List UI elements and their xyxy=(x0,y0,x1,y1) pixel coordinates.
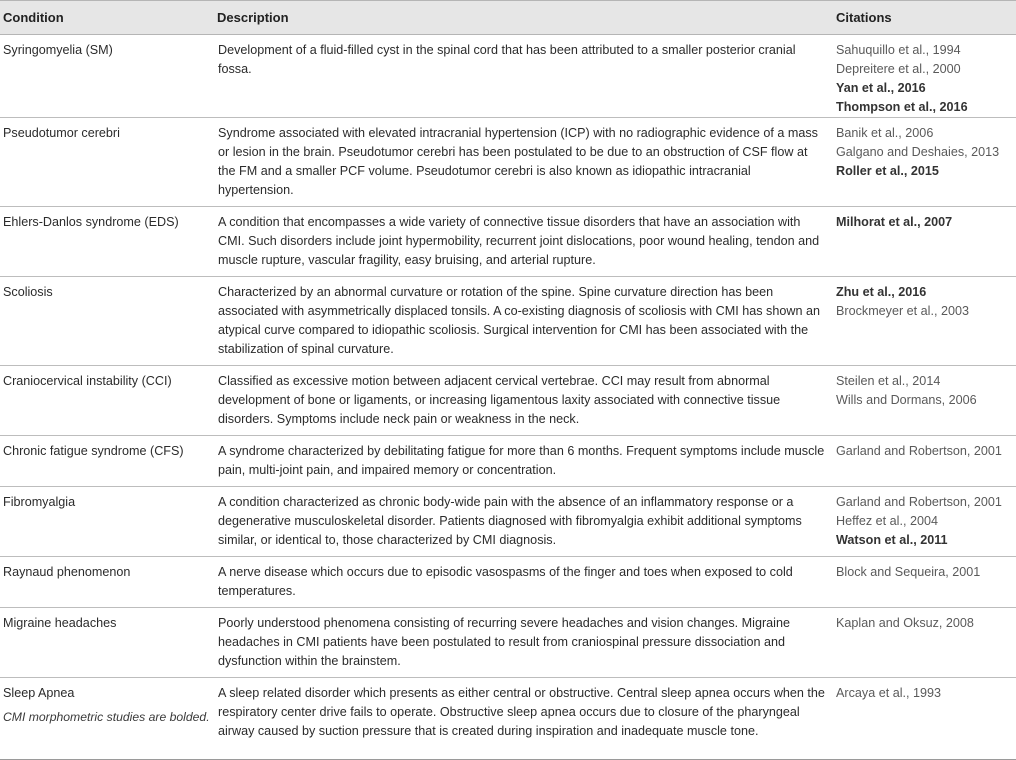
condition-cell: Pseudotumor cerebri xyxy=(0,118,214,207)
table-row xyxy=(0,118,1016,207)
citation: Milhorat et al., 2007 xyxy=(836,215,953,229)
citation: Heffez et al., 2004 xyxy=(836,514,938,528)
condition-cell: Craniocervical instability (CCI) xyxy=(0,366,214,436)
citations-cell xyxy=(835,118,1016,207)
citation: Block and Sequeira, 2001 xyxy=(836,565,981,579)
table-row xyxy=(0,487,1016,557)
citations-cell xyxy=(835,436,1016,487)
citation: Steilen et al., 2014 xyxy=(836,374,941,388)
citation: Kaplan and Oksuz, 2008 xyxy=(836,616,974,630)
description-cell: Syndrome associated with elevated intracranial hypertension (ICP) with no radiographic evidence of a mass or lesion in the brain. Pseudotumor cerebri has been postulated to be due to an obstruction of CSF flow at the FM and a smaller PCF volume. Pseudotumor cerebri is also known as idiopathic intracranial hypertension. xyxy=(214,118,835,207)
condition-cell: Syringomyelia (SM) xyxy=(0,35,214,118)
description-cell: A condition that encompasses a wide variety of connective tissue disorders that have an association with CMI. Such disorders include joint hypermobility, recurrent joint dislocations, poor wound healing, tendon and muscle rupture, vascular fragility, easy bruising, and arterial rupture. xyxy=(214,207,835,277)
citations-cell xyxy=(835,207,1016,277)
condition-cell: Scoliosis xyxy=(0,277,214,366)
header-citations: Citations xyxy=(835,1,1016,35)
condition-cell: Sleep Apnea xyxy=(0,678,214,760)
citation: Garland and Robertson, 2001 xyxy=(836,444,1002,458)
table-row xyxy=(0,436,1016,487)
citation: Yan et al., 2016 xyxy=(836,81,926,95)
table-row xyxy=(0,277,1016,366)
citations-cell xyxy=(835,35,1016,118)
description-cell: Poorly understood phenomena consisting of recurring severe headaches and vision changes. Migraine headaches in CMI patients have been postulated to result from craniospinal pressure dissociation and dysfunction within the brainstem. xyxy=(214,608,835,678)
description-cell: A syndrome characterized by debilitating fatigue for more than 6 months. Frequent symptoms include muscle pain, multi-joint pain, and impaired memory or concentration. xyxy=(214,436,835,487)
table-footnote: CMI morphometric studies are bolded. xyxy=(3,710,210,724)
citation: Sahuquillo et al., 1994 xyxy=(836,43,961,57)
citation: Wills and Dormans, 2006 xyxy=(836,393,977,407)
citation: Galgano and Deshaies, 2013 xyxy=(836,145,1000,159)
description-cell: Classified as excessive motion between adjacent cervical vertebrae. CCI may result from abnormal development of bone or ligaments, or increasing ligamentous laxity associated with connective tissue disorders. Symptoms include neck pain or weakness in the neck. xyxy=(214,366,835,436)
citation: Garland and Robertson, 2001 xyxy=(836,495,1002,509)
description-cell: Development of a fluid-filled cyst in the spinal cord that has been attributed to a smaller posterior cranial fossa. xyxy=(214,35,835,118)
citation: Watson et al., 2011 xyxy=(836,533,948,547)
citations-cell xyxy=(835,557,1016,608)
table-row xyxy=(0,608,1016,678)
table-header-row xyxy=(0,1,1016,35)
condition-cell: Chronic fatigue syndrome (CFS) xyxy=(0,436,214,487)
citation: Brockmeyer et al., 2003 xyxy=(836,304,969,318)
table-row xyxy=(0,207,1016,277)
table-row xyxy=(0,557,1016,608)
citation: Arcaya et al., 1993 xyxy=(836,686,942,700)
condition-cell: Fibromyalgia xyxy=(0,487,214,557)
citations-cell xyxy=(835,366,1016,436)
condition-cell: Ehlers-Danlos syndrome (EDS) xyxy=(0,207,214,277)
description-cell: Characterized by an abnormal curvature or rotation of the spine. Spine curvature direction has been associated with asymmetrically displaced tonsils. A co-existing diagnosis of scoliosis with CMI has shown an atypical curve compared to idiopathic scoliosis. Surgical intervention for CMI has been associated with the stabilization of spinal curvature. xyxy=(214,277,835,366)
citations-cell xyxy=(835,678,1016,760)
condition-cell: Migraine headaches xyxy=(0,608,214,678)
citations-cell xyxy=(835,277,1016,366)
description-cell: A sleep related disorder which presents as either central or obstructive. Central sleep apnea occurs when the respiratory center drive fails to operate. Obstructive sleep apnea occurs due to closure of the pharyngeal airway caused by suction pressure that is created during inspiration and inadequate muscle tone. xyxy=(214,678,835,760)
condition-cell: Raynaud phenomenon xyxy=(0,557,214,608)
citation: Thompson et al., 2016 xyxy=(836,100,968,114)
header-description: Description xyxy=(214,1,835,35)
description-cell: A nerve disease which occurs due to episodic vasospasms of the finger and toes when exposed to cold temperatures. xyxy=(214,557,835,608)
citations-cell xyxy=(835,487,1016,557)
table-row xyxy=(0,366,1016,436)
citation: Roller et al., 2015 xyxy=(836,164,939,178)
citation: Zhu et al., 2016 xyxy=(836,285,927,299)
header-condition: Condition xyxy=(0,1,214,35)
citations-cell xyxy=(835,608,1016,678)
citation: Depreitere et al., 2000 xyxy=(836,62,961,76)
table-row xyxy=(0,35,1016,118)
description-cell: A condition characterized as chronic body-wide pain with the absence of an inflammatory response or a degenerative musculoskeletal disorder. Patients diagnosed with fibromyalgia exhibit additional symptoms similar, or identical to, those characterized by CMI diagnosis. xyxy=(214,487,835,557)
citation: Banik et al., 2006 xyxy=(836,126,934,140)
